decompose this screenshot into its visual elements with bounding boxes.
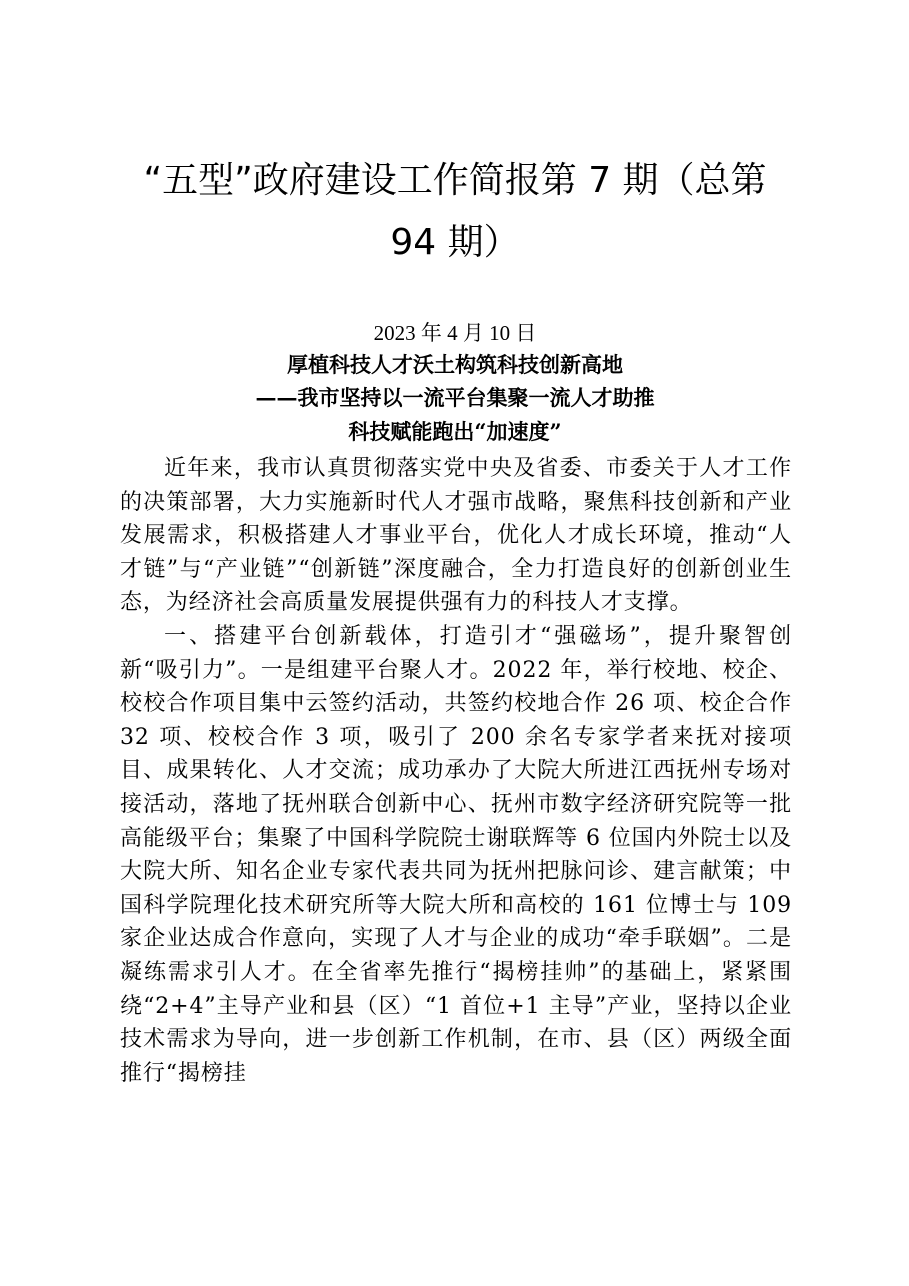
- article-headline: 厚植科技人才沃土构筑科技创新高地: [287, 352, 623, 377]
- issue-date: 2023 年 4 月 10 日: [373, 321, 537, 345]
- paragraph-intro: 近年来，我市认真贯彻落实党中央及省委、市委关于人才工作的决策部署，大力实施新时代人才强市战略，聚焦科技创新和产业发展需求，积极搭建人才事业平台，优化人才成长环境，推动“人才链”与“产业链”“创新链”深度融合，全力打造良好的创新创业生态，为经济社会高质量发展提供强有力的科技人才支撑。: [120, 456, 792, 616]
- article-subheadline-1: ——我市坚持以一流平台集聚一流人才助推: [255, 385, 655, 410]
- paragraph-section-one: 一、搭建平台创新载体，打造引才“强磁场”，提升聚智创新“吸引力”。一是组建平台聚人才。2022 年，举行校地、校企、校校合作项目集中云签约活动，共签约校地合作 26 项、校企合作 32 项、校校合作 3 项，吸引了 200 余名专家学者来抚对接项目、成果转化、人才交流；成功承办了大院大所进江西抚州专场对接活动，落地了抚州联合创新中心、抚州市数字经济研究院等一批高能级平台；集聚了中国科学院院士谢联辉等 6 位国内外院士以及大院大所、知名企业专家代表共同为抚州把脉问诊、建言献策；中国科学院理化技术研究所等大院大所和高校的 161 位博士与 109 家企业达成合作意向，实现了人才与企业的成功“牵手联姻”。二是凝练需求引人才。在全省率先推行“揭榜挂帅”的基础上，紧紧围绕“2+4”主导产业和县（区）“1 首位+1 主导”产业，坚持以企业技术需求为导向，进一步创新工作机制，在市、县（区）两级全面推行“揭榜挂: [120, 623, 792, 1086]
- article-subheadline-2: 科技赋能跑出“加速度”: [348, 419, 562, 444]
- article-body: [120, 452, 792, 1090]
- document-title: “五型”政府建设工作简报第 7 期（总第 94 期）: [143, 160, 767, 263]
